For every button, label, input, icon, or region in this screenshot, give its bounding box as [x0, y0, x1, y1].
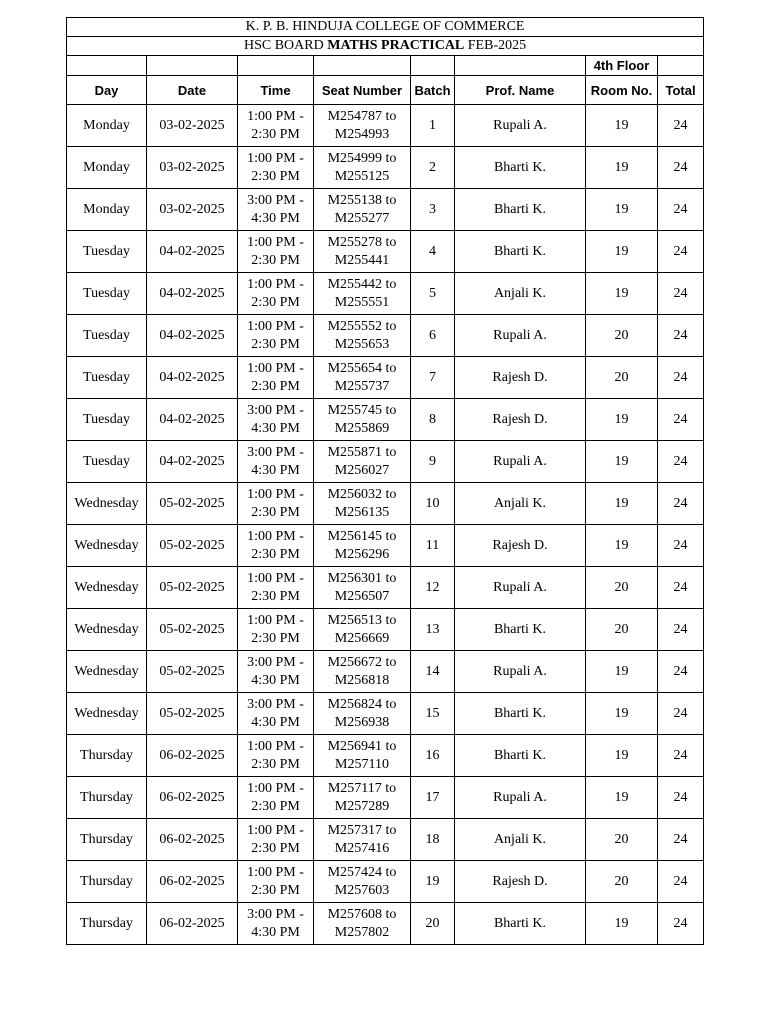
seat-number-cell-line: M257110 [335, 756, 389, 772]
prof-name-cell: Anjali K. [455, 273, 586, 315]
total-cell: 24 [658, 147, 704, 189]
seat-number-cell-line: M256507 [334, 588, 390, 604]
prof-name-cell: Bharti K. [455, 231, 586, 273]
table-row [67, 399, 704, 441]
room-no-cell: 19 [586, 651, 658, 693]
day-cell: Tuesday [67, 231, 147, 273]
prof-name-cell: Rupali A. [455, 441, 586, 483]
room-no-cell: 20 [586, 315, 658, 357]
time-cell [238, 651, 314, 693]
empty-cell [411, 56, 455, 76]
time-cell-line: 2:30 PM [251, 756, 300, 772]
table-row [67, 651, 704, 693]
seat-number-cell [314, 399, 411, 441]
table-row [67, 147, 704, 189]
empty-cell [314, 56, 411, 76]
batch-cell: 6 [411, 315, 455, 357]
batch-cell: 10 [411, 483, 455, 525]
col-header-day: Day [67, 76, 147, 105]
seat-number-cell [314, 231, 411, 273]
prof-name-cell: Rupali A. [455, 105, 586, 147]
day-cell: Tuesday [67, 441, 147, 483]
time-cell-line: 2:30 PM [251, 798, 300, 814]
table-row [67, 903, 704, 945]
room-no-cell: 19 [586, 189, 658, 231]
seat-number-cell-line: M256145 to [327, 528, 397, 544]
total-cell: 24 [658, 777, 704, 819]
room-no-cell: 20 [586, 357, 658, 399]
empty-cell [67, 56, 147, 76]
batch-cell: 2 [411, 147, 455, 189]
col-header-total: Total [658, 76, 704, 105]
time-cell-line: 2:30 PM [251, 252, 300, 268]
seat-number-cell-line: M256818 [334, 672, 390, 688]
time-cell-line: 4:30 PM [251, 462, 300, 478]
seat-number-cell [314, 903, 411, 945]
seat-number-cell-line: M256296 [334, 546, 390, 562]
time-cell-line: 1:00 PM - [247, 528, 304, 544]
day-cell: Tuesday [67, 357, 147, 399]
time-cell-line: 4:30 PM [251, 924, 300, 940]
seat-number-cell-line: M257289 [334, 798, 390, 814]
time-cell-line: 3:00 PM - [247, 192, 304, 208]
subtitle-suffix: FEB-2025 [467, 38, 527, 53]
table-row [67, 777, 704, 819]
total-cell: 24 [658, 735, 704, 777]
seat-number-cell-line: M256032 to [327, 486, 397, 502]
time-cell [238, 357, 314, 399]
floor-label: 4th Floor [586, 56, 658, 76]
time-cell [238, 693, 314, 735]
prof-name-cell: Rajesh D. [455, 399, 586, 441]
total-cell: 24 [658, 273, 704, 315]
time-cell-line: 2:30 PM [251, 588, 300, 604]
day-cell: Thursday [67, 735, 147, 777]
time-cell [238, 567, 314, 609]
seat-number-cell-line: M257603 [334, 882, 390, 898]
exam-subtitle [67, 37, 704, 56]
time-cell-line: 4:30 PM [251, 210, 300, 226]
time-cell [238, 399, 314, 441]
time-cell-line: 2:30 PM [251, 294, 300, 310]
total-cell: 24 [658, 609, 704, 651]
room-no-cell: 19 [586, 273, 658, 315]
time-cell-line: 1:00 PM - [247, 780, 304, 796]
total-cell: 24 [658, 357, 704, 399]
time-cell-line: 1:00 PM - [247, 570, 304, 586]
day-cell: Wednesday [67, 525, 147, 567]
table-row [67, 315, 704, 357]
room-no-cell: 20 [586, 609, 658, 651]
seat-number-cell-line: M255737 [334, 378, 390, 394]
time-cell [238, 861, 314, 903]
seat-number-cell-line: M254993 [334, 126, 390, 142]
time-cell-line: 1:00 PM - [247, 360, 304, 376]
seat-number-cell-line: M255871 to [327, 444, 397, 460]
time-cell [238, 609, 314, 651]
time-cell-line: 1:00 PM - [247, 612, 304, 628]
seat-number-cell [314, 567, 411, 609]
time-cell-line: 1:00 PM - [247, 318, 304, 334]
prof-name-cell: Bharti K. [455, 189, 586, 231]
seat-number-cell-line: M257424 to [327, 864, 397, 880]
seat-number-cell-line: M256027 [334, 462, 390, 478]
col-header-prof-name: Prof. Name [455, 76, 586, 105]
seat-number-cell-line: M255653 [334, 336, 390, 352]
prof-name-cell: Rajesh D. [455, 861, 586, 903]
batch-cell: 5 [411, 273, 455, 315]
seat-number-cell-line: M256824 to [327, 696, 397, 712]
seat-number-cell-line: M256941 to [327, 738, 397, 754]
room-no-cell: 19 [586, 231, 658, 273]
room-no-cell: 19 [586, 693, 658, 735]
prof-name-cell: Rupali A. [455, 651, 586, 693]
day-cell: Wednesday [67, 651, 147, 693]
seat-number-cell [314, 525, 411, 567]
total-cell: 24 [658, 315, 704, 357]
col-header-date: Date [147, 76, 238, 105]
seat-number-cell [314, 357, 411, 399]
time-cell-line: 1:00 PM - [247, 234, 304, 250]
date-cell: 06-02-2025 [147, 903, 238, 945]
time-cell-line: 1:00 PM - [247, 822, 304, 838]
time-cell-line: 1:00 PM - [247, 276, 304, 292]
date-cell: 03-02-2025 [147, 105, 238, 147]
day-cell: Thursday [67, 903, 147, 945]
prof-name-cell: Bharti K. [455, 693, 586, 735]
date-cell: 06-02-2025 [147, 735, 238, 777]
batch-cell: 14 [411, 651, 455, 693]
time-cell-line: 2:30 PM [251, 336, 300, 352]
college-title: K. P. B. HINDUJA COLLEGE OF COMMERCE [67, 18, 704, 37]
time-cell [238, 441, 314, 483]
date-cell: 05-02-2025 [147, 525, 238, 567]
col-header-batch: Batch [411, 76, 455, 105]
room-no-cell: 19 [586, 147, 658, 189]
batch-cell: 19 [411, 861, 455, 903]
room-no-cell: 19 [586, 105, 658, 147]
time-cell-line: 3:00 PM - [247, 402, 304, 418]
subtitle-prefix: HSC BOARD [243, 38, 324, 53]
seat-number-cell [314, 483, 411, 525]
seat-number-cell-line: M255277 [334, 210, 390, 226]
table-row [67, 483, 704, 525]
table-row [67, 273, 704, 315]
schedule-table [66, 17, 704, 945]
batch-cell: 20 [411, 903, 455, 945]
table-row [67, 525, 704, 567]
time-cell [238, 231, 314, 273]
total-cell: 24 [658, 189, 704, 231]
seat-number-cell-line: M255552 to [327, 318, 397, 334]
date-cell: 04-02-2025 [147, 399, 238, 441]
time-cell-line: 3:00 PM - [247, 696, 304, 712]
time-cell-line: 4:30 PM [251, 672, 300, 688]
seat-number-cell-line: M255441 [334, 252, 390, 268]
batch-cell: 12 [411, 567, 455, 609]
date-cell: 06-02-2025 [147, 861, 238, 903]
date-cell: 05-02-2025 [147, 693, 238, 735]
day-cell: Monday [67, 189, 147, 231]
col-header-time: Time [238, 76, 314, 105]
seat-number-cell [314, 651, 411, 693]
seat-number-cell-line: M257416 [334, 840, 390, 856]
seat-number-cell-line: M256669 [334, 630, 390, 646]
prof-name-cell: Anjali K. [455, 819, 586, 861]
table-row [67, 819, 704, 861]
seat-number-cell [314, 819, 411, 861]
total-cell: 24 [658, 567, 704, 609]
time-cell-line: 1:00 PM - [247, 150, 304, 166]
seat-number-cell-line: M255869 [334, 420, 390, 436]
seat-number-cell-line: M254999 to [327, 150, 397, 166]
time-cell-line: 2:30 PM [251, 168, 300, 184]
batch-cell: 18 [411, 819, 455, 861]
time-cell [238, 147, 314, 189]
day-cell: Tuesday [67, 273, 147, 315]
batch-cell: 8 [411, 399, 455, 441]
col-header-seat-number: Seat Number [314, 76, 411, 105]
empty-cell [658, 56, 704, 76]
col-header-room-no: Room No. [586, 76, 658, 105]
batch-cell: 17 [411, 777, 455, 819]
time-cell-line: 2:30 PM [251, 546, 300, 562]
seat-number-cell [314, 609, 411, 651]
prof-name-cell: Rupali A. [455, 567, 586, 609]
table-row [67, 357, 704, 399]
batch-cell: 16 [411, 735, 455, 777]
time-cell [238, 105, 314, 147]
seat-number-cell [314, 147, 411, 189]
batch-cell: 9 [411, 441, 455, 483]
empty-cell [455, 56, 586, 76]
day-cell: Monday [67, 105, 147, 147]
prof-name-cell: Bharti K. [455, 609, 586, 651]
prof-name-cell: Anjali K. [455, 483, 586, 525]
date-cell: 04-02-2025 [147, 357, 238, 399]
date-cell: 05-02-2025 [147, 483, 238, 525]
prof-name-cell: Rupali A. [455, 315, 586, 357]
time-cell-line: 4:30 PM [251, 714, 300, 730]
time-cell [238, 735, 314, 777]
time-cell-line: 3:00 PM - [247, 654, 304, 670]
day-cell: Monday [67, 147, 147, 189]
batch-cell: 11 [411, 525, 455, 567]
table-row [67, 441, 704, 483]
date-cell: 04-02-2025 [147, 315, 238, 357]
seat-number-cell-line: M256672 to [327, 654, 397, 670]
room-no-cell: 19 [586, 483, 658, 525]
time-cell-line: 2:30 PM [251, 378, 300, 394]
prof-name-cell: Bharti K. [455, 903, 586, 945]
room-no-cell: 20 [586, 567, 658, 609]
date-cell: 04-02-2025 [147, 231, 238, 273]
total-cell: 24 [658, 861, 704, 903]
batch-cell: 4 [411, 231, 455, 273]
total-cell: 24 [658, 105, 704, 147]
room-no-cell: 19 [586, 441, 658, 483]
time-cell [238, 189, 314, 231]
table-row [67, 693, 704, 735]
table-row [67, 189, 704, 231]
seat-number-cell-line: M257802 [334, 924, 390, 940]
table-row [67, 105, 704, 147]
room-no-cell: 19 [586, 903, 658, 945]
day-cell: Wednesday [67, 693, 147, 735]
date-cell: 03-02-2025 [147, 189, 238, 231]
day-cell: Wednesday [67, 609, 147, 651]
empty-cell [147, 56, 238, 76]
batch-cell: 7 [411, 357, 455, 399]
seat-number-cell-line: M255125 [334, 168, 390, 184]
total-cell: 24 [658, 483, 704, 525]
date-cell: 04-02-2025 [147, 441, 238, 483]
empty-cell [238, 56, 314, 76]
time-cell [238, 525, 314, 567]
time-cell-line: 1:00 PM - [247, 108, 304, 124]
date-cell: 05-02-2025 [147, 567, 238, 609]
date-cell: 06-02-2025 [147, 777, 238, 819]
time-cell-line: 2:30 PM [251, 126, 300, 142]
seat-number-cell-line: M256513 to [327, 612, 397, 628]
time-cell-line: 3:00 PM - [247, 906, 304, 922]
seat-number-cell-line: M255551 [334, 294, 390, 310]
date-cell: 03-02-2025 [147, 147, 238, 189]
time-cell [238, 315, 314, 357]
date-cell: 05-02-2025 [147, 651, 238, 693]
total-cell: 24 [658, 399, 704, 441]
day-cell: Thursday [67, 819, 147, 861]
seat-number-cell-line: M255654 to [327, 360, 397, 376]
time-cell-line: 1:00 PM - [247, 486, 304, 502]
seat-number-cell-line: M257317 to [327, 822, 397, 838]
total-cell: 24 [658, 231, 704, 273]
total-cell: 24 [658, 819, 704, 861]
time-cell [238, 903, 314, 945]
prof-name-cell: Bharti K. [455, 147, 586, 189]
batch-cell: 1 [411, 105, 455, 147]
table-row [67, 609, 704, 651]
subtitle-subject: MATHS PRACTICAL [327, 38, 465, 53]
seat-number-cell-line: M256135 [334, 504, 390, 520]
seat-number-cell-line: M255442 to [327, 276, 397, 292]
day-cell: Tuesday [67, 399, 147, 441]
time-cell [238, 819, 314, 861]
total-cell: 24 [658, 651, 704, 693]
seat-number-cell-line: M256938 [334, 714, 390, 730]
day-cell: Thursday [67, 861, 147, 903]
time-cell-line: 2:30 PM [251, 882, 300, 898]
seat-number-cell [314, 441, 411, 483]
table-row [67, 861, 704, 903]
seat-number-cell-line: M256301 to [327, 570, 397, 586]
seat-number-cell-line: M255745 to [327, 402, 397, 418]
time-cell-line: 3:00 PM - [247, 444, 304, 460]
table-row [67, 567, 704, 609]
room-no-cell: 19 [586, 525, 658, 567]
total-cell: 24 [658, 903, 704, 945]
seat-number-cell [314, 735, 411, 777]
time-cell [238, 777, 314, 819]
total-cell: 24 [658, 441, 704, 483]
time-cell-line: 2:30 PM [251, 504, 300, 520]
room-no-cell: 20 [586, 861, 658, 903]
date-cell: 04-02-2025 [147, 273, 238, 315]
time-cell-line: 2:30 PM [251, 840, 300, 856]
seat-number-cell [314, 105, 411, 147]
seat-number-cell-line: M257608 to [327, 906, 397, 922]
room-no-cell: 20 [586, 819, 658, 861]
table-row [67, 735, 704, 777]
time-cell [238, 273, 314, 315]
seat-number-cell-line: M257117 to [327, 780, 397, 796]
batch-cell: 13 [411, 609, 455, 651]
day-cell: Thursday [67, 777, 147, 819]
prof-name-cell: Rajesh D. [455, 525, 586, 567]
prof-name-cell: Rajesh D. [455, 357, 586, 399]
total-cell: 24 [658, 693, 704, 735]
day-cell: Tuesday [67, 315, 147, 357]
batch-cell: 15 [411, 693, 455, 735]
day-cell: Wednesday [67, 483, 147, 525]
total-cell: 24 [658, 525, 704, 567]
seat-number-cell-line: M254787 to [327, 108, 397, 124]
time-cell-line: 2:30 PM [251, 630, 300, 646]
seat-number-cell [314, 777, 411, 819]
room-no-cell: 19 [586, 777, 658, 819]
day-cell: Wednesday [67, 567, 147, 609]
prof-name-cell: Bharti K. [455, 735, 586, 777]
seat-number-cell [314, 861, 411, 903]
seat-number-cell [314, 273, 411, 315]
time-cell-line: 4:30 PM [251, 420, 300, 436]
prof-name-cell: Rupali A. [455, 777, 586, 819]
seat-number-cell-line: M255278 to [327, 234, 397, 250]
time-cell [238, 483, 314, 525]
time-cell-line: 1:00 PM - [247, 738, 304, 754]
seat-number-cell [314, 315, 411, 357]
seat-number-cell-line: M255138 to [327, 192, 397, 208]
date-cell: 06-02-2025 [147, 819, 238, 861]
seat-number-cell [314, 189, 411, 231]
date-cell: 05-02-2025 [147, 609, 238, 651]
seat-number-cell [314, 693, 411, 735]
time-cell-line: 1:00 PM - [247, 864, 304, 880]
table-row [67, 231, 704, 273]
batch-cell: 3 [411, 189, 455, 231]
room-no-cell: 19 [586, 399, 658, 441]
room-no-cell: 19 [586, 735, 658, 777]
